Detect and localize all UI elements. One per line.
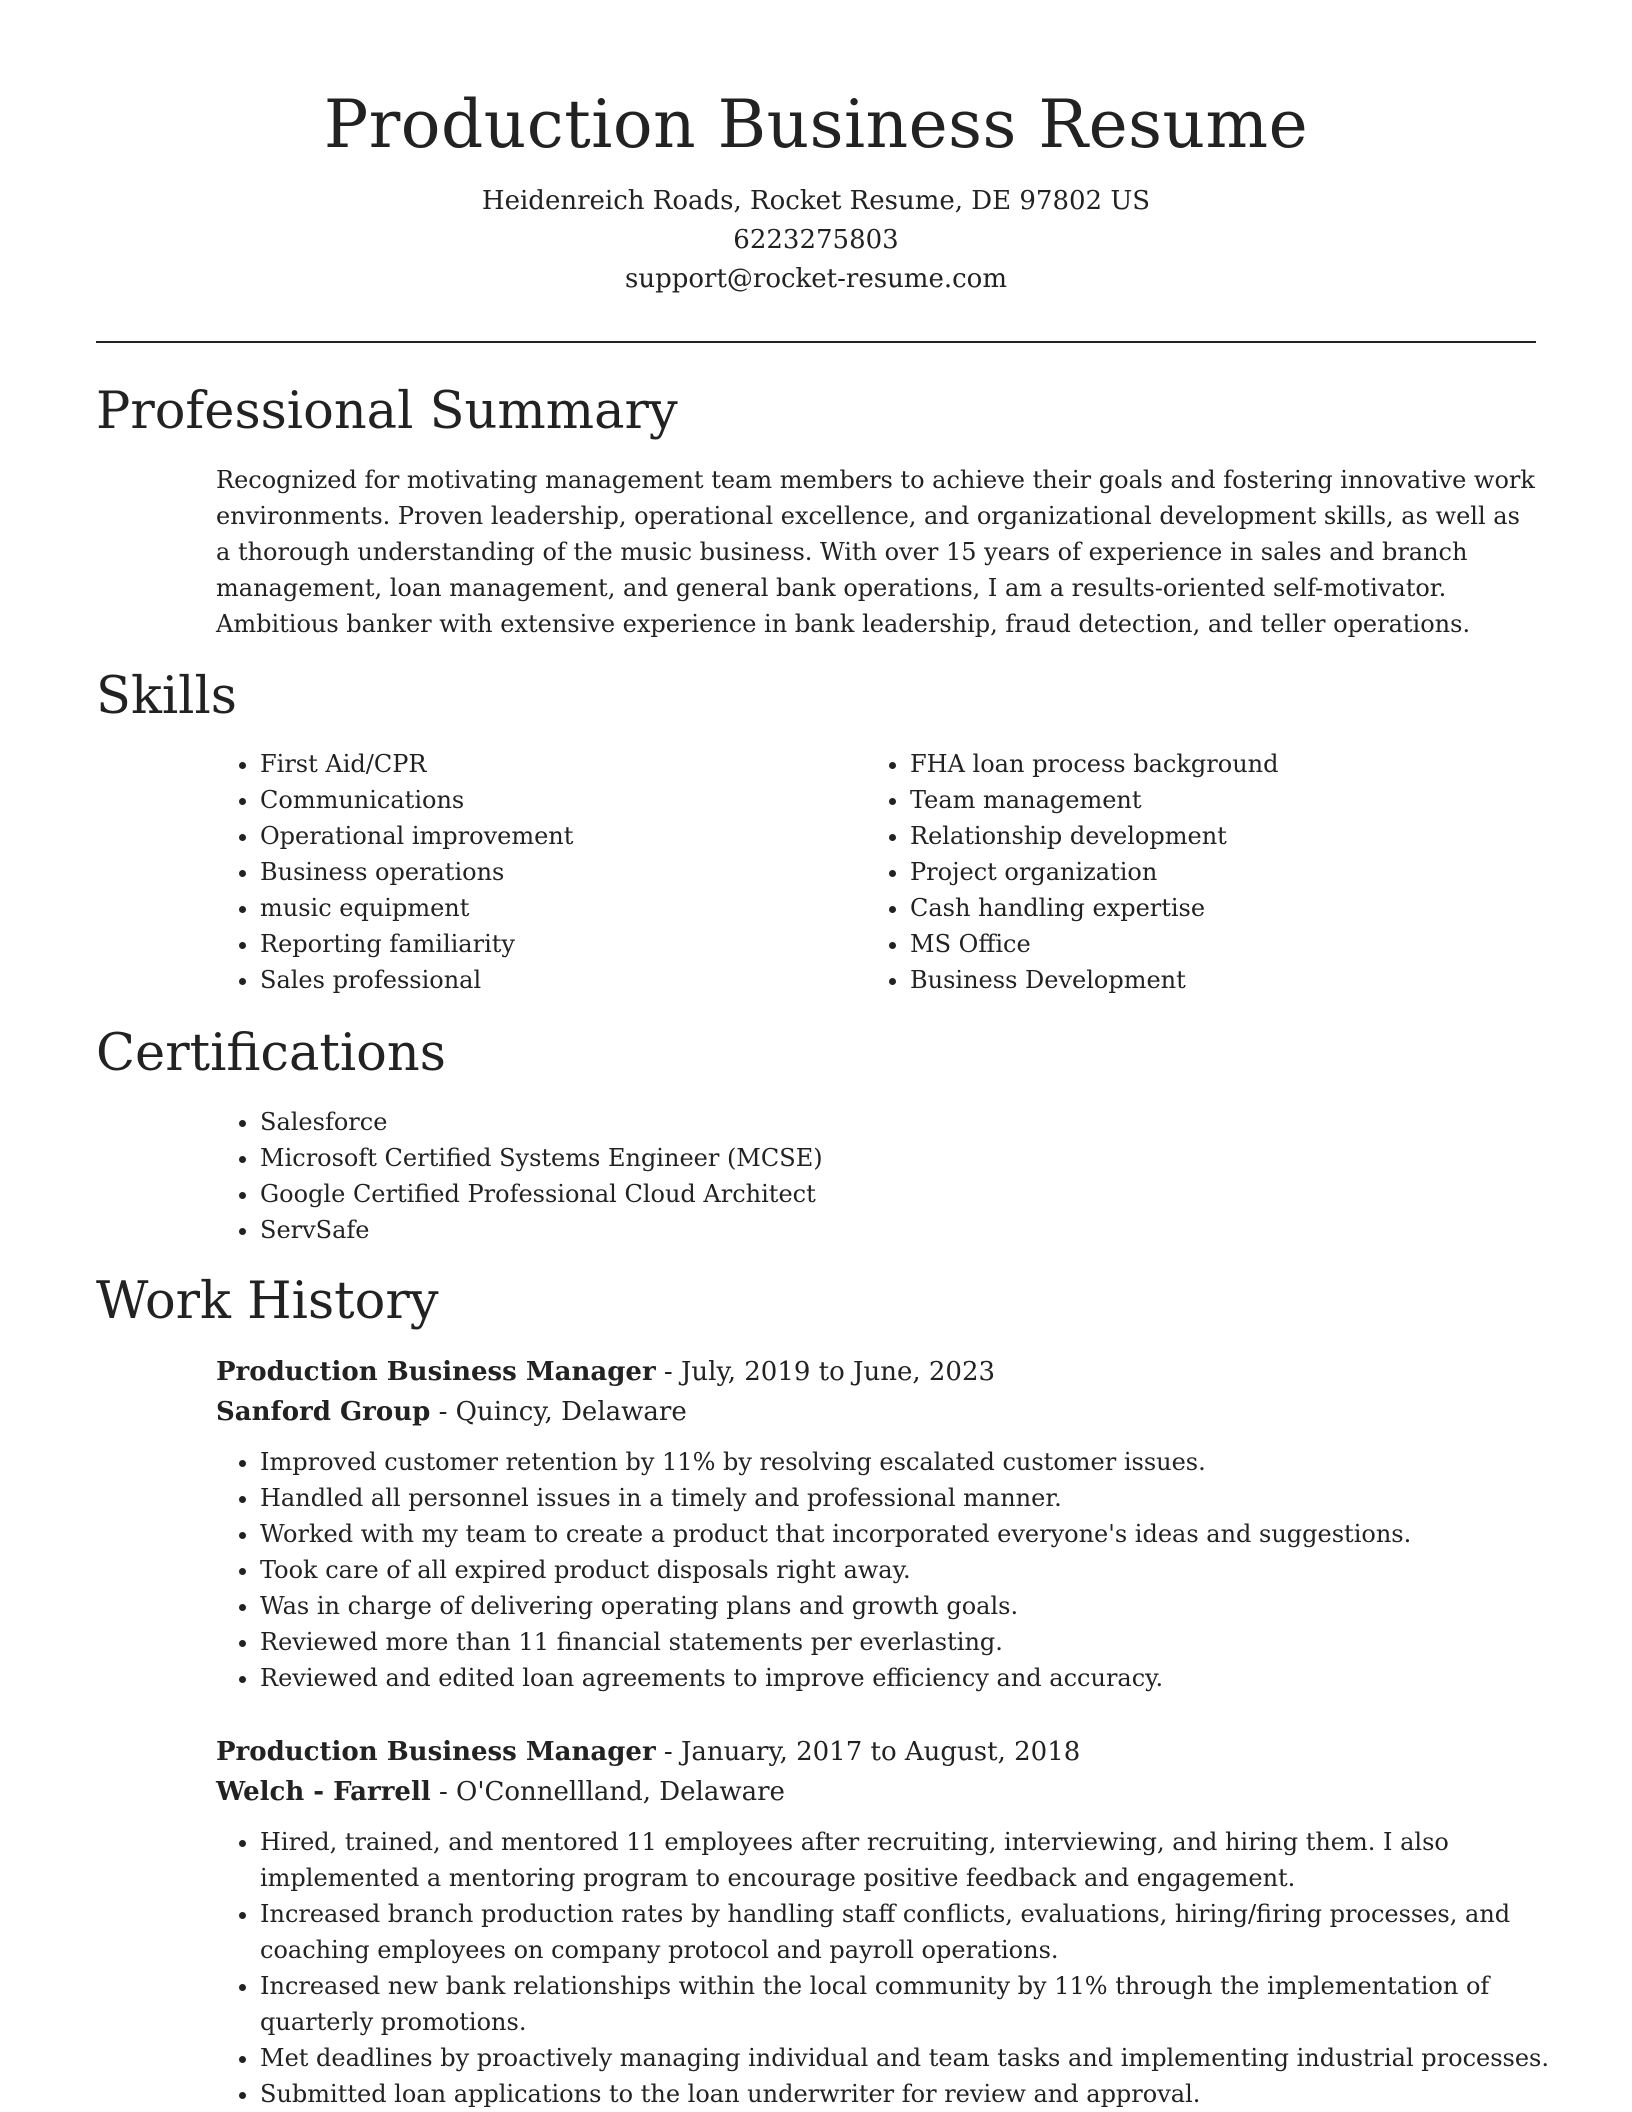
skill-item: • Reporting familiarity	[260, 926, 860, 962]
job-header	[216, 1732, 1536, 1812]
summary-text: Recognized for motivating management team members to achieve their goals and fostering innovative work environments. Proven leadership, operational excellence, and organizational development skills, as well as a thorough understanding of the music business. With over 15 years of experience in sales and branch management, loan management, and general bank operations, I am a results-oriented self-motivator. Ambitious banker with extensive experience in bank leadership, fraud detection, and teller operations.	[216, 466, 1535, 638]
job-company: Sanford Group	[216, 1397, 431, 1427]
skill-item: • FHA loan process background	[910, 746, 1550, 782]
skill-item: • Relationship development	[910, 818, 1550, 854]
job-bullet: • Increased branch production rates by handling staff conflicts, evaluations, hiring/firing processes, and coaching employees on company protocol and payroll operations.	[260, 1896, 1560, 1968]
job-bullet: • Reviewed and edited loan agreements to improve efficiency and accuracy.	[260, 1660, 1560, 1696]
certification-item: • ServSafe	[260, 1212, 1540, 1248]
job-bullets	[216, 1444, 1560, 1696]
address: Heidenreich Roads, Rocket Resume, DE 97802 US	[481, 186, 1151, 216]
job-location: O'Connellland, Delaware	[456, 1777, 785, 1807]
skill-item: • Business Development	[910, 962, 1550, 998]
skill-item: • First Aid/CPR	[260, 746, 860, 782]
skill-item: • Operational improvement	[260, 818, 860, 854]
skill-item: • Sales professional	[260, 962, 860, 998]
job-bullet: • Took care of all expired product disposals right away.	[260, 1552, 1560, 1588]
certifications-list	[216, 1104, 1540, 1248]
skill-item: • Cash handling expertise	[910, 890, 1550, 926]
resume-name: Production Business Resume	[323, 86, 1309, 163]
email: support@rocket-resume.com	[624, 264, 1007, 294]
job-bullet: • Increased new bank relationships within the local community by 11% through the implementation of quarterly promotions.	[260, 1968, 1560, 2040]
skill-item: • Communications	[260, 782, 860, 818]
work-history-heading: Work History	[96, 1272, 439, 1331]
skill-item: • Business operations	[260, 854, 860, 890]
contact-block	[96, 182, 1536, 299]
job-bullet: • Improved customer retention by 11% by resolving escalated customer issues.	[260, 1444, 1560, 1480]
job-bullet: • Handled all personnel issues in a timely and professional manner.	[260, 1480, 1560, 1516]
certification-item: • Microsoft Certified Systems Engineer (MCSE)	[260, 1140, 1540, 1176]
job-title-line: Production Business Manager - January, 2017 to August, 2018	[216, 1737, 1081, 1767]
skill-item: • music equipment	[260, 890, 860, 926]
job-bullet: • Met deadlines by proactively managing individual and team tasks and implementing industrial processes.	[260, 2040, 1560, 2076]
summary-heading: Professional Summary	[96, 382, 678, 441]
resume-header	[96, 80, 1536, 299]
job-bullets	[216, 1824, 1560, 2112]
job-dates: January, 2017 to August, 2018	[680, 1737, 1081, 1767]
certification-item: • Salesforce	[260, 1104, 1540, 1140]
job-location: Quincy, Delaware	[455, 1397, 687, 1427]
skills-heading: Skills	[96, 667, 237, 726]
job-company: Welch - Farrell	[216, 1777, 431, 1807]
job-title: Production Business Manager	[216, 1737, 656, 1767]
skills-list-left	[216, 746, 860, 998]
header-divider	[96, 341, 1536, 343]
skill-item: • Project organization	[910, 854, 1550, 890]
skills-list-right	[866, 746, 1550, 998]
job-bullet: • Was in charge of delivering operating plans and growth goals.	[260, 1588, 1560, 1624]
job-company-line: Welch - Farrell - O'Connellland, Delaware	[216, 1777, 785, 1807]
job-bullet: • Reviewed more than 11 financial statements per everlasting.	[260, 1624, 1560, 1660]
skill-item: • Team management	[910, 782, 1550, 818]
skill-item: • MS Office	[910, 926, 1550, 962]
job-company-line: Sanford Group - Quincy, Delaware	[216, 1397, 687, 1427]
phone: 6223275803	[733, 225, 899, 255]
job-title-line: Production Business Manager - July, 2019 to June, 2023	[216, 1357, 996, 1387]
job-header	[216, 1352, 1536, 1432]
job-bullet: • Worked with my team to create a product that incorporated everyone's ideas and suggestions.	[260, 1516, 1560, 1552]
job-dates: July, 2019 to June, 2023	[680, 1357, 996, 1387]
certifications-heading: Certifications	[96, 1024, 446, 1083]
job-title: Production Business Manager	[216, 1357, 656, 1387]
certification-item: • Google Certified Professional Cloud Architect	[260, 1176, 1540, 1212]
job-bullet: • Submitted loan applications to the loan underwriter for review and approval.	[260, 2076, 1560, 2112]
job-bullet: • Hired, trained, and mentored 11 employees after recruiting, interviewing, and hiring them. I also implemented a mentoring program to encourage positive feedback and engagement.	[260, 1824, 1560, 1896]
